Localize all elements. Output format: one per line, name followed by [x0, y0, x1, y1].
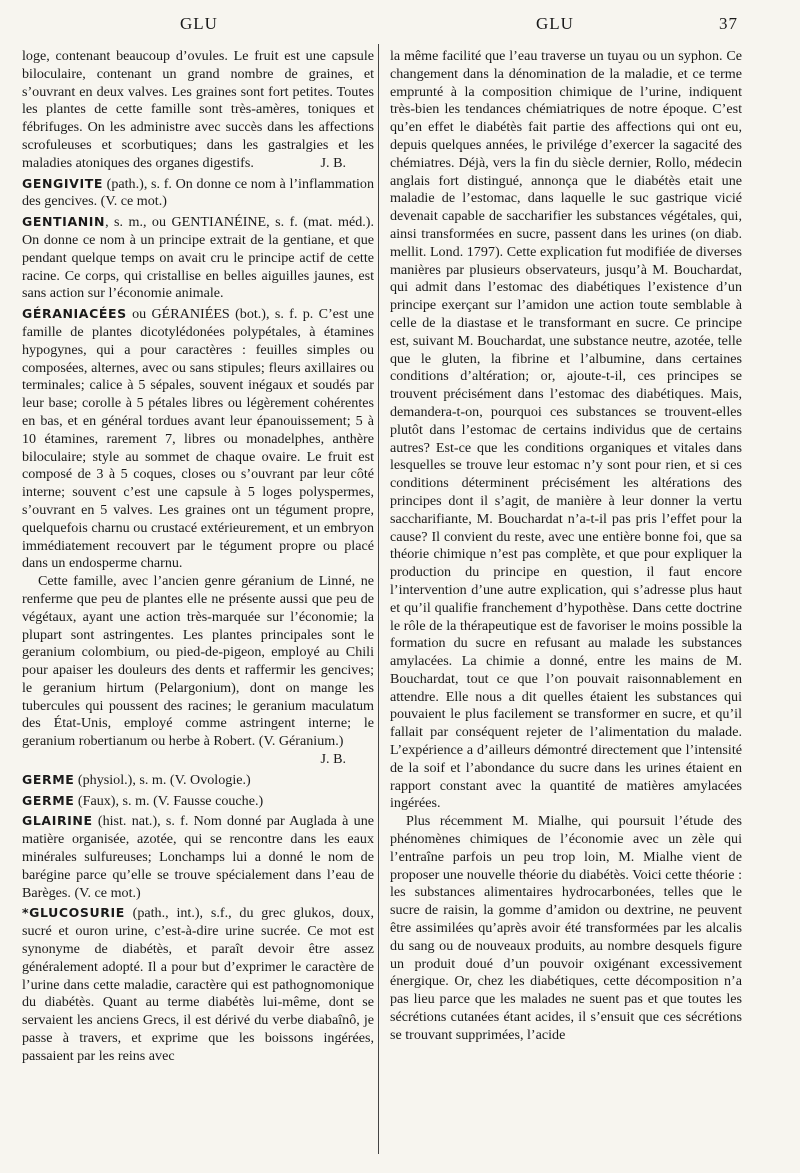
entry-definition: (hist. nat.), s. f. Nom donné par Auglada à une matière organisée, azotée, qui se rencontre dans les eaux minérales sulfureuses; Lonchamps lui a donné le nom de barégine parce qu’elle se trouve spécialement dans l’eau de Barèges. (V. ce mot.) — [22, 813, 374, 901]
entry-headword: GENGIVITE — [22, 175, 103, 191]
header-left-keyword: GLU — [180, 14, 218, 33]
dictionary-entry — [22, 812, 374, 902]
entry-headword: GERME — [22, 771, 75, 787]
body-paragraph — [22, 48, 374, 173]
author-signature: J. B. — [320, 154, 346, 171]
entry-headword: *GLUCOSURIE — [22, 905, 125, 921]
page-number: 37 — [719, 14, 738, 33]
dictionary-entry — [22, 771, 374, 790]
entry-definition: ou GÉRANIÉES (bot.), s. f. p. C’est une famille de plantes dicotylédonées polypétales, à étamines hypogynes, qui a pour caractères : feuilles simples ou composées, alternes, avec ou sans stipules; fleurs axillaires ou terminales; calice à 5 sépales, souvent inégaux et soudés par leur base; corolle à 5 pétales libres ou légèrement cohérentes en bas, et en général tordues avant leur épanouissement; 5 à 10 étamines, rarement 7, libres ou monadelphes, anthère biloculaire; style au sommet de chaque ovaire. Le fruit est composé de 3 à 5 coques, closes ou s’ouvrant par leur côté interne; souvent c’est une capsule à 5 loges polyspermes, s’ouvrant en 5 valves. Les graines ont un tégument propre, quelquefois charnu ou crustacé extérieurement, et un embryon immédiatement recouvert par le tégument propre ou placé dans un endosperme charnu. — [22, 306, 374, 572]
paragraph-text: Cette famille, avec l’ancien genre géranium de Linné, ne renferme que peu de plantes elle ne présente aussi que peu de végétaux, ayant une action très-marquée sur l’économie; la plupart sont astringentes. Les plantes principales sont le geranium colombium, ou pied-de-pigeon, employé au Chili pour apaiser les douleurs des dents et raffermir les gencives; le geranium hirtum (Pelargonium), dont on mange les tubercules qui poussent des racines; le geranium maculatum des État-Unis, employé comme astringent interne; le geranium robertianum ou herbe à Robert. (V. Géranium.) — [22, 573, 374, 750]
paragraph-text: loge, contenant beaucoup d’ovules. Le fruit est une capsule biloculaire, contenant un grand nombre de graines, et s’ouvrant en deux valves. Les graines sont fort petites. Toutes les plantes de cette famille sont très-amères, toniques et fébrifuges. On les administre avec succès dans les affections scrofuleuses et scorbutiques; dans les gastralgies et les maladies atoniques des organes digestifs. — [22, 48, 374, 171]
dictionary-entry — [22, 213, 374, 303]
paragraph-text: Plus récemment M. Mialhe, qui poursuit l’étude des phénomènes chimiques de l’économie avec un zèle qui l’entraîne parfois un peu trop loin, M. Mialhe vient de proposer une nouvelle théorie du diabétès. Voici cette théorie : les substances alimentaires hydrocarbonées, telles que le sucre de raisin, la gomme d’amidon ou dextrine, ne peuvent être assimilées qu’après avoir été transformées par les alcalis du sang ou de nouveaux produits, au nombre desquels figure un produit doué d’un pouvoir oxigénant excessivement énergique. Or, chez les diabétiques, cette décomposition n’a pas lieu parce que les malades ne suent pas et que toutes les sécrétions cutanées étant acides, il s’ensuit que ces sécrétions se trouvant supprimées, l’acide — [390, 813, 742, 1043]
entry-headword: GLAIRINE — [22, 813, 93, 829]
body-paragraph — [390, 813, 742, 1044]
running-header — [0, 14, 800, 38]
right-column — [390, 48, 742, 1045]
left-column — [22, 48, 374, 1066]
author-signature: J. B. — [320, 751, 346, 768]
entry-definition: (path.), s. f. On donne ce nom à l’inflammation des gencives. (V. ce mot.) — [22, 175, 374, 210]
header-right-keyword: GLU — [536, 14, 574, 33]
entry-headword: GENTIANIN — [22, 214, 106, 230]
column-divider — [378, 44, 379, 1154]
entry-definition: (path., int.), s.f., du grec glukos, doux, sucré et ouron urine, c’est-à-dire urine sucrée. Ce mot est synonyme de diabétès, et paraît devoir être assez généralement adopté. Il a pour but d’exprimer le caractère de l’urine dans cette maladie, caractère qui est pathognomonique du diabétès. Quant au terme diabétès lui-même, dont se servaient les anciens Grecs, il est dérivé du verbe diabaînô, je passe à travers, et exprime que les boissons ingérées, passaient par les reins avec — [22, 905, 374, 1064]
entry-definition: (physiol.), s. m. (V. Ovologie.) — [74, 771, 251, 788]
dictionary-entry — [22, 175, 374, 212]
dictionary-entry — [22, 792, 374, 811]
dictionary-entry — [22, 305, 374, 573]
entry-definition: , s. m., ou GENTIANÉINE, s. f. (mat. méd.). On donne ce nom à un principe extrait de la gentiane, et que pendant quelque temps on avait cru le principe actif de cette racine. Ce corps, qui cristallise en belles aiguilles jaunes, est sans action sur l’économie animale. — [22, 214, 374, 302]
entry-headword: GERME — [22, 792, 75, 808]
body-paragraph — [22, 573, 374, 769]
paragraph-text: la même facilité que l’eau traverse un tuyau ou un syphon. Ce changement dans la dénomination de la maladie, et ce terme emprunté à la composition chimique de l’urine, indiquent très-bien les tendances chémiatriques de notre époque. C’est qu’en effet le diabétès fait partie des affections qui ont eu, depuis quelques années, le privilége d’exercer la sagacité des chémiatres. Déjà, vers la fin du siècle dernier, Rollo, médecin anglais fort distingué, annonça que le diabétès etait une maladie de l’estomac, dans laquelle le suc gastrique vicié devenait capable de saccharifier les substances végétales, qui, ainsi transformées en sucre, passent dans les urines (on diab. mellit. Lond. 1797). Cette explication fut modifiée de diverses manières par plusieurs observateurs, jusqu’à M. Bouchardat, qui admit dans l’estomac des diabétiques l’existence d’un principe exerçant sur l’amidon une action toute semblable à celle de la diastase et le transformant en sucre. Ce principe est, suivant M. Bouchardat, une substance neutre, azotée, telle que le gluten, la fibrine et l’albumine, dans certaines conditions d’altération; or, ajoute-t-il, ces principes se trouvent précisément dans l’estomac des diabétiques. Mais, demandera-t-on, pourquoi ces substances se trouvent-elles plutôt dans l’estomac de certains individus que de certains autres? Est-ce que les conditions organiques et vitales dans lesquelles se trouve leur estomac n’y sont pour rien, et si ces conditions déterminent précisément les altérations des principes dont il s’agit, de manière à leur donner la vertu saccharifiante, M. Bouchardat n’a-t-il pas pris l’effet pour la cause? Il convient du reste, avec une entière bonne foi, que sa théorie chimique n’est pas complète, et que pour expliquer la production du principe en question, il faut encore l’intervention d’une autre explication, qui s’adresse plus haut et qu’il qualifie franchement d’hypothèse. Dans cette doctrine le rôle de la thérapeutique est de favoriser le moins possible la formation du sucre en refusant au malade les substances amylacées. La chimie a donné, entre les mains de M. Bouchardat, tout ce que l’on pouvait raisonnablement en attendre. Elle nous a dit quelles étaient les substances qui pouvaient le plus facilement se transformer en sucre, et qu’il fallait par conséquent rejeter de l’alimentation du malade. L’expérience a d’ailleurs démontré directement que l’intensité de la soif et l’abondance du sucre dans les urines étaient en rapport constant avec la quantité de matières amylacées ingérées. — [390, 48, 742, 812]
body-paragraph — [390, 48, 742, 813]
dictionary-entry — [22, 904, 374, 1065]
entry-headword: GÉRANIACÉES — [22, 306, 127, 322]
entry-definition: (Faux), s. m. (V. Fausse couche.) — [74, 792, 264, 809]
